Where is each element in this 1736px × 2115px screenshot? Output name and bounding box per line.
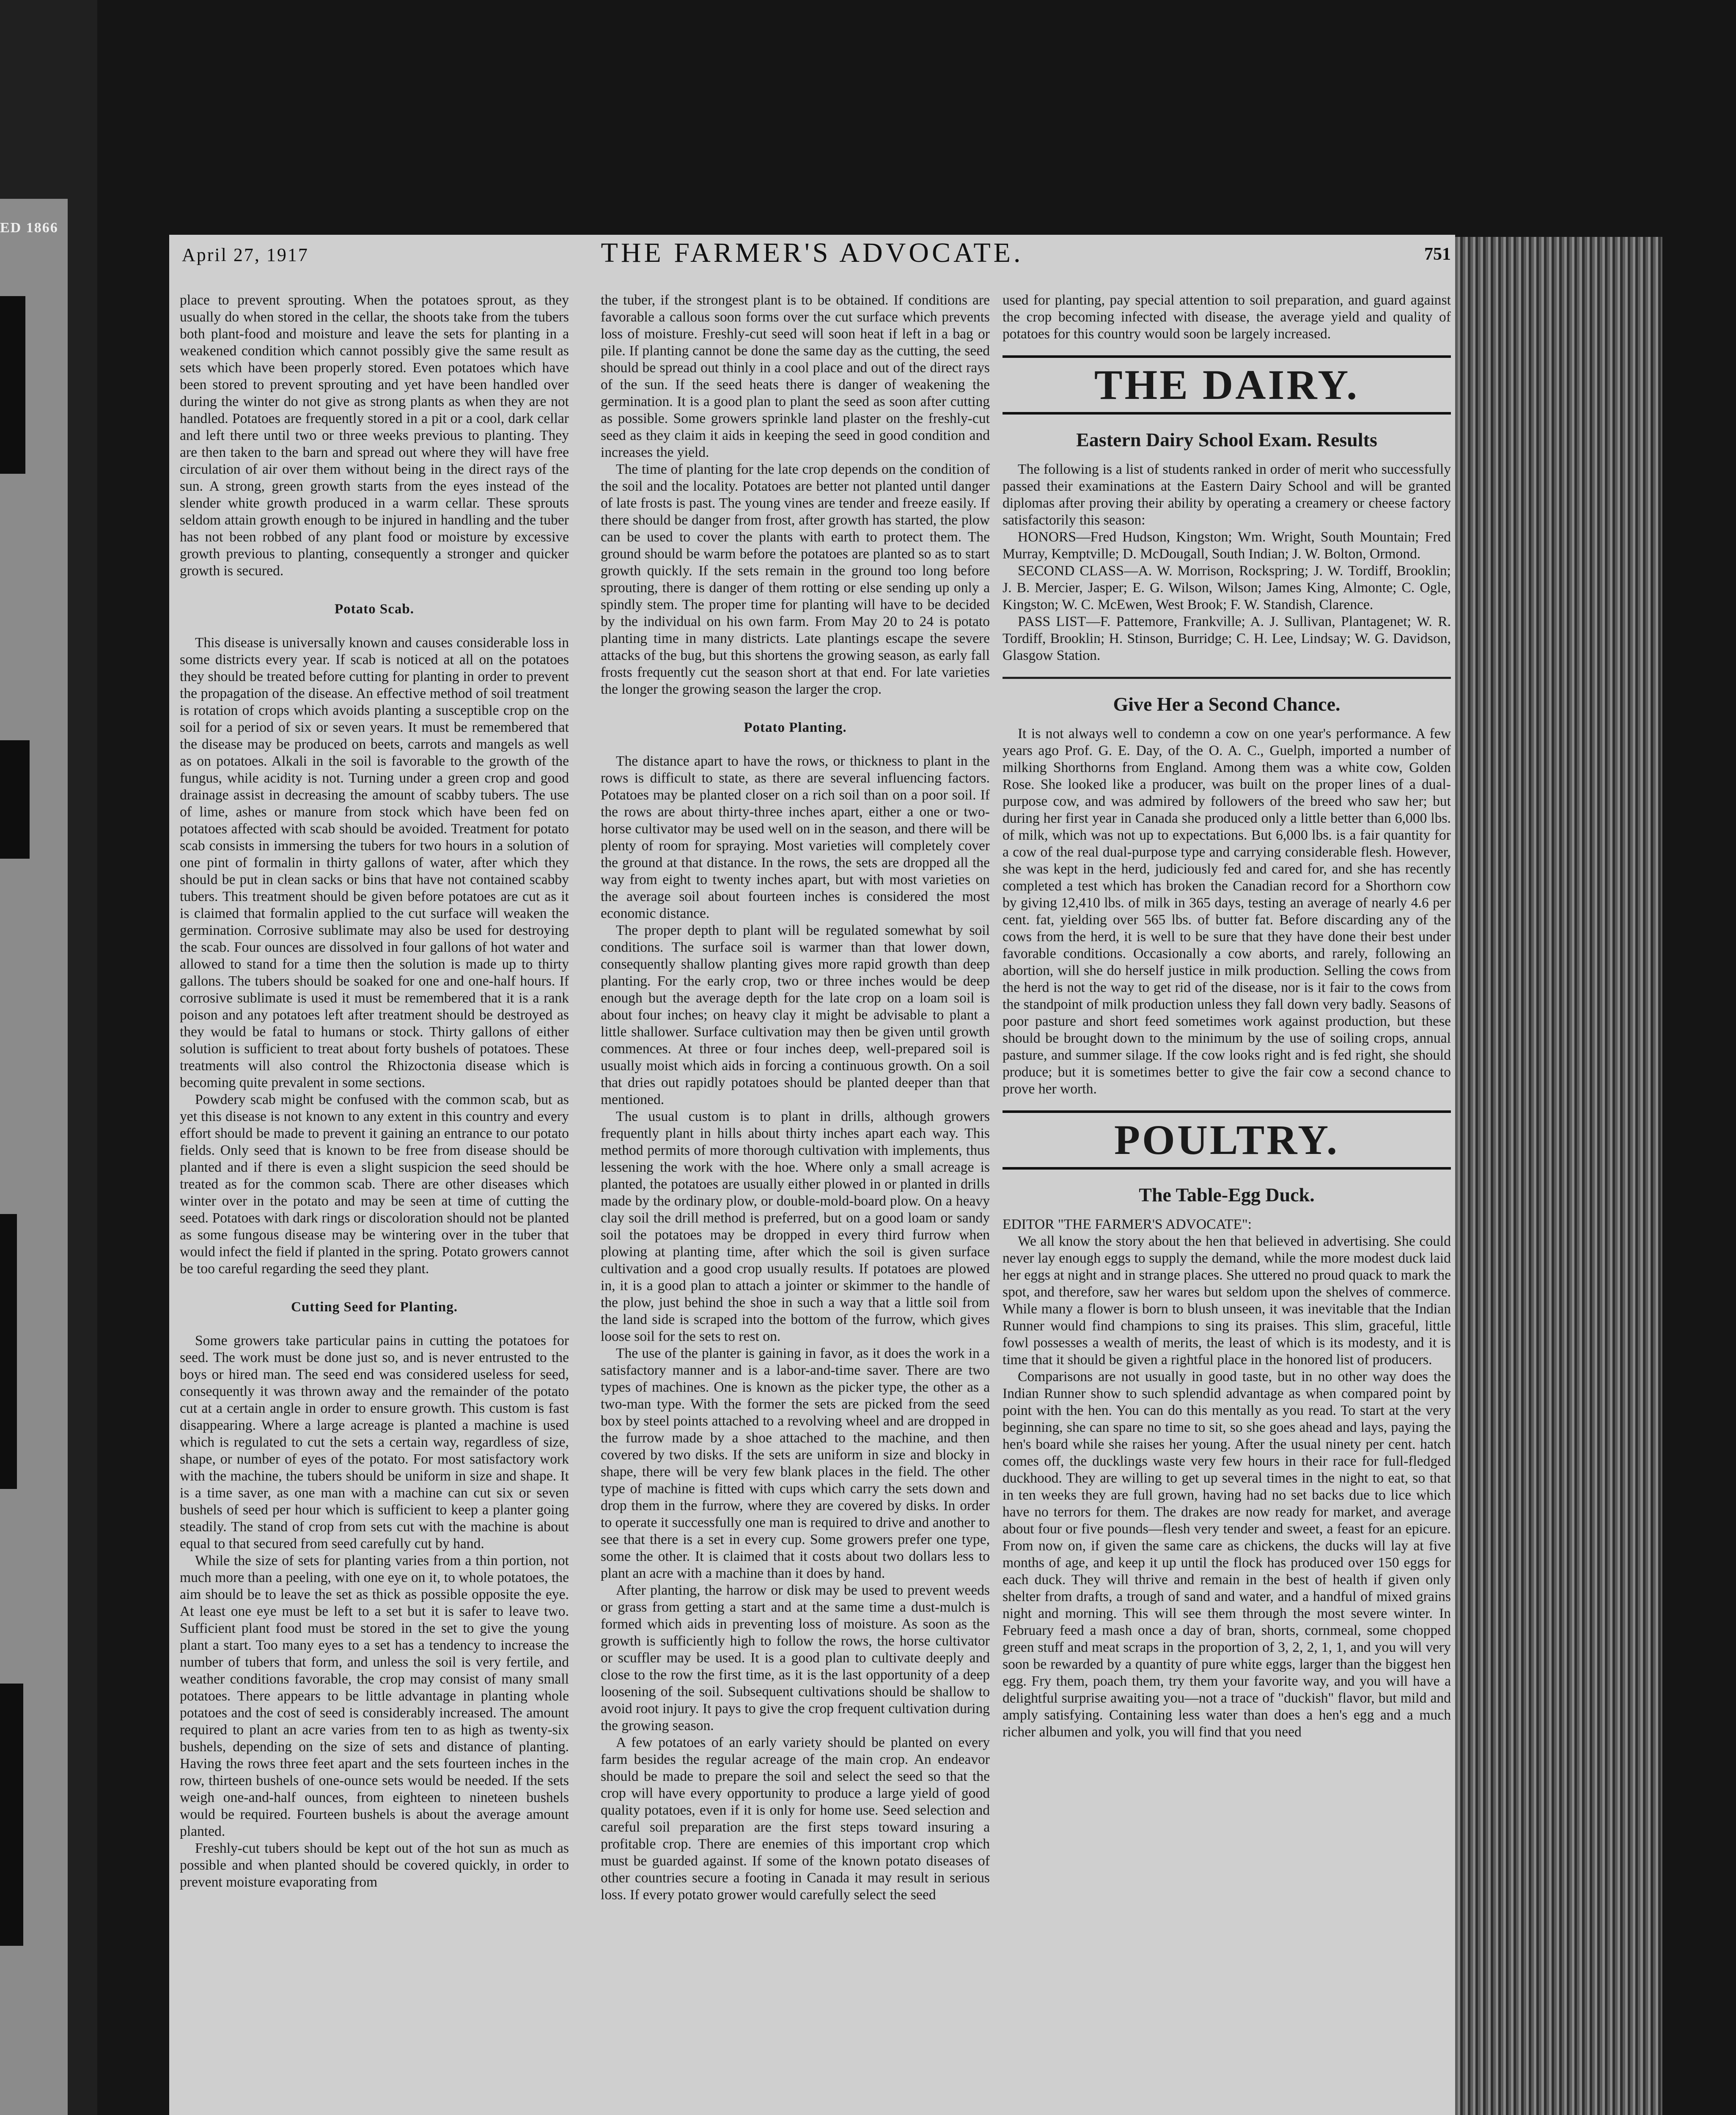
paragraph: It is not always well to condemn a cow on one year's performance. A few years ago Prof. G. E. Day, of the O. A. C., Guelph, imported a number of milking Shorthorns from England. Among them was a white cow, Golden Rose. She looked like a producer, was built on the proper lines of a dual-purpose cow, and was admired by followers of the breed who saw her; but during her first year in Canada she produced only a little better than 6,000 lbs. of milk, which was not up to expectations. But 6,000 lbs. is a fair quantity for a cow of the real dual-purpose type and carrying considerable flesh. However, she was kept in the herd, judiciously fed and cared for, and she has recently completed a test which has broken the Canadian record for a Shorthorn cow by giving 12,410 lbs. of milk in 365 days, testing an average of nearly 4.6 per cent. fat, yielding over 565 lbs. of butter fat. Before discarding any of the cows from the herd, it is well to be sure that they have done their best under favorable conditions. Occasionally a cow aborts, and rarely, following an abortion, will she do herself justice in milk production. Selling the cows from the herd is not the way to get rid of the disease, nor is it fair to the cows from the standpoint of milk production unless they fall down very badly. Seasons of poor pasture and short feed sometimes work against production, but these should be brought down to the minimum by the use of soiling crops, annual pasture, and summer silage. If the cow looks right and is fed right, she should produce; but it is sometimes better to give the fair cow a second chance to prove her worth. xyxy=(1003,726,1451,1097)
paragraph: the tuber, if the strongest plant is to be obtained. If conditions are favorable a callous soon forms over the cut surface which prevents loss of moisture. Freshly-cut seed will soon heat if left in a bag or pile. If planting cannot be done the same day as the cutting, the seed should be spread out thinly in a cool place and out of the direct rays of the sun. If the seed heats there is danger of weakening the germination. It is a good plan to plant the seed as soon after cutting as possible. Some growers sprinkle land plaster on the freshly-cut seed as they claim it aids in keeping the seed in good condition and increases the yield. xyxy=(601,292,990,460)
newspaper-page xyxy=(169,235,1455,2115)
divider xyxy=(1003,677,1451,679)
article-heading-exam-results: Eastern Dairy School Exam. Results xyxy=(1076,429,1377,450)
paragraph: We all know the story about the hen that believed in advertising. She could never lay enough eggs to supply the demand, while the more modest duck laid her eggs at night and in strange places. She uttered no proud quack to mark the spot, and therefore, saw her wares but seldom upon the shelves of commerce. While many a flower is born to blush unseen, it was inevitable that the Indian Runner would find champions to sing its praises. This slim, graceful, little fowl possesses a wealth of merits, the least of which is its modesty, and it is time that it should be given a rightful place in the honored list of producers. xyxy=(1003,1233,1451,1368)
paragraph: Freshly-cut tubers should be kept out of the hot sun as much as possible and when planted should be covered quickly, in order to prevent moisture evaporating from xyxy=(180,1840,569,1890)
column-2 xyxy=(601,292,990,2115)
previous-page-image xyxy=(0,740,30,859)
paragraph: SECOND CLASS—A. W. Morrison, Rockspring; J. W. Tordiff, Brooklin; J. B. Mercier, Jasper; E. G. Wilson, Wilson; James King, Almonte; C. Ogle, Kingston; W. C. McEwen, West Brook; F. W. Standish, Clarence. xyxy=(1003,563,1451,613)
paragraph: While the size of sets for planting varies from a thin portion, not much more than a peeling, with one eye on it, to whole potatoes, the aim should be to leave the set as thick as possible opposite the eye. At least one eye must be left to a set but it is safer to leave two. Sufficient plant food must be stored in the set to give the young plant a start. Too many eyes to a set has a tendency to increase the number of tubers that form, and unless the soil is very fertile, and weather conditions favorable, the crop may consist of many small potatoes. There appears to be little advantage in planting whole potatoes and the cost of seed is considerably increased. The amount required to plant an acre varies from ten to as high as twenty-six bushels, depending on the size of sets and distance of planting. Having the rows three feet apart and the sets fourteen inches in the row, thirteen bushels of one-ounce sets would be needed. If the sets weigh one-and-half ounces, from eighteen to nineteen bushels would be required. Fourteen bushels is about the average amount planted. xyxy=(180,1553,569,1839)
paragraph: The distance apart to have the rows, or thickness to plant in the rows is difficult to state, as there are several influencing factors. Potatoes may be planted closer on a rich soil than on a poor soil. If the rows are about thirty-three inches apart, either a one or two-horse cultivator may be used well on in the season, and there will be plenty of room for spraying. Most varieties will completely cover the ground at that distance. In the rows, the sets are dropped all the way from eight to twenty inches apart, but with most varieties on the average soil about fourteen inches is considered the most economic distance. xyxy=(601,753,990,921)
paragraph: Comparisons are not usually in good taste, but in no other way does the Indian Runner show to such splendid advantage as when compared point by point with the hen. You can do this mentally as you read. To start at the very beginning, she can spare no time to sit, so she goes ahead and lays, paying the hen's board while she raises her young. After the usual ninety per cent. hatch comes off, the ducklings waste very few hours in their race for full-fledged duckhood. They are willing to get up several times in the night to eat, so that in ten weeks they are full grown, having had no set backs due to lice which have no terrors for them. The drakes are now ready for market, and average about four or five pounds—flesh very tender and sweet, a feast for an epicure. From now on, if given the same care as chickens, the ducks will lay at five months of age, and keep it up until the flock has produced over 150 eggs for each duck. They will thrive and remain in the best of health if given only shelter from drafts, a trough of sand and water, and a handful of mixed grains night and morning. This will see them through the most severe winter. In February feed a mash once a day of bran, shorts, cornmeal, some chopped green stuff and meat scraps in the proportion of 3, 2, 2, 1, 1, and you will very soon be rewarded by a quantity of pure white eggs, larger than the biggest hen egg. Fry them, poach them, try them your favorite way, and you will have a delightful surprise awaiting you—not a trace of "duckish" flavor, but mild and amply satisfying. Containing less water than does a hen's egg and a much richer albumen and yolk, you will find that you need xyxy=(1003,1369,1451,1740)
previous-page-image xyxy=(0,296,25,474)
paragraph: After planting, the harrow or disk may be used to prevent weeds or grass from getting a start and at the same time a dust-mulch is formed which aids in preventing loss of moisture. As soon as the growth is sufficiently high to follow the rows, the horse cultivator or scuffler may be used. It is a good plan to cultivate deeply and close to the row the first time, as it is the last opportunity of a deep loosening of the soil. Subsequent cultivations should be shallow to avoid root injury. It pays to give the crop frequent cultivation during the growing season. xyxy=(601,1582,990,1733)
paragraph: The time of planting for the late crop depends on the condition of the soil and the locality. Potatoes are better not planted until danger of late frosts is past. The young vines are tender and freeze easily. If there should be danger from frost, after growth has started, the plow can be used to cover the plants with earth to protect them. The ground should be warm before the potatoes are planted so as to start growth quickly. If the sets remain in the ground too long before sprouting, there is danger of them rotting or else sending up only a spindly stem. The proper time for planting will have to be decided by the individual on his own farm. From May 20 to 24 is potato planting time in many districts. Late plantings escape the severe attacks of the bug, but this shortens the growing season, as early fall frosts frequently cut the season short at that end. For late varieties the longer the growing season the larger the crop. xyxy=(601,461,990,697)
page-header xyxy=(169,235,1455,286)
paragraph: The following is a list of students ranked in order of merit who successfully passed their examinations at the Eastern Dairy School and will be granted diplomas after proving their ability by operating a creamery or cheese factory satisfactorily this season: xyxy=(1003,461,1451,528)
department-heading-poultry: POULTRY. xyxy=(1003,1110,1451,1170)
department-heading-dairy: THE DAIRY. xyxy=(1003,355,1451,415)
column-3 xyxy=(1003,292,1451,2115)
paragraph: place to prevent sprouting. When the potatoes sprout, as they usually do when stored in the cellar, the shoots take from the tubers both plant-food and moisture and leave the sets for planting in a weakened condition which cannot possibly give the same result as sets which have been properly stored. Even potatoes which have been stored to prevent sprouting and yet have been handled over during the winter do not give as strong plants as when they are not handled. Potatoes are frequently stored in a pit or a cool, dark cellar and left there until two or three weeks previous to planting. They are then taken to the barn and spread out where they will have free circulation of air over them without being in the direct rays of the sun. A strong, green growth starts from the eyes instead of the slender white growth produced in a warm cellar. These sprouts seldom attain growth enough to be injured in handling and the tuber has not been robbed of any plant food or moisture by excessive growth previous to planting, consequently a stronger and quicker growth is secured. xyxy=(180,292,569,579)
section-heading-potato-scab: Potato Scab. xyxy=(335,602,414,617)
article-heading-table-egg-duck: The Table-Egg Duck. xyxy=(1139,1184,1315,1206)
paragraph: A few potatoes of an early variety should be planted on every farm besides the regular acreage of the main crop. An endeavor should be made to prepare the soil and select the seed so that the crop will have every opportunity to produce a large yield of good quality potatoes, even if it is only for home use. Seed selection and careful soil preparation are the first steps toward insuring a profitable crop. There are enemies of this important crop which must be guarded against. If some of the known potato diseases of other countries secure a footing in Canada it may result in serious loss. If every potato grower would carefully select the seed xyxy=(601,1735,990,1903)
column-1 xyxy=(180,292,569,2115)
paragraph: PASS LIST—F. Pattemore, Frankville; A. J. Sullivan, Plantagenet; W. R. Tordiff, Brooklin; H. Stinson, Burridge; C. H. Lee, Lindsay; W. G. Davidson, Glasgow Station. xyxy=(1003,614,1451,663)
page-stack-edges xyxy=(1455,237,1662,2115)
paragraph: The usual custom is to plant in drills, although growers frequently plant in hills about thirty inches apart each way. This method permits of more thorough cultivation with implements, thus lessening the work with the hoe. Where only a small acreage is planted, the potatoes are usually either plowed in or planted in drills made by the ordinary plow, or double-mold-board plow. On a heavy clay soil the drill method is preferred, but on a good loam or sandy soil the potatoes may be dropped in every third furrow when plowing at planting time, after which the soil is given surface cultivation and a good crop usually results. If potatoes are plowed in, it is a good plan to attach a jointer or skimmer to the handle of the plow, just behind the shoe in such a way that a little soil from the land side is scraped into the bottom of the furrow, which gives loose soil for the sets to rest on. xyxy=(601,1109,990,1344)
issue-date: April 27, 1917 xyxy=(182,244,309,265)
editor-salutation: EDITOR "THE FARMER'S ADVOCATE": xyxy=(1003,1217,1252,1232)
paragraph: Some growers take particular pains in cutting the potatoes for seed. The work must be done just so, and is never entrusted to the boys or hired man. The seed end was considered useless for seed, consequently it was thrown away and the remainder of the potato cut at a certain angle in order to ensure growth. This custom is fast disappearing. Where a large acreage is planted a machine is used which is regulated to cut the sets a certain way, regardless of size, shape, or number of eyes of the potato. For most satisfactory work with the machine, the tubers should be uniform in size and shape. It is a time saver, as one man with a machine can cut six or seven bushels of seed per hour which is sufficient to keep a planter going steadily. The stand of crop from sets cut with the machine is about equal to that secured from seed carefully cut by hand. xyxy=(180,1333,569,1552)
paragraph: HONORS—Fred Hudson, Kingston; Wm. Wright, South Mountain; Fred Murray, Kemptville; D. McDougall, South Indian; J. W. Bolton, Ormond. xyxy=(1003,529,1451,562)
page-number: 751 xyxy=(1424,244,1451,264)
previous-page-image xyxy=(0,1214,17,1489)
previous-page-image xyxy=(0,1684,23,1946)
paragraph: This disease is universally known and causes considerable loss in some districts every year. If scab is noticed at all on the potatoes they should be treated before cutting for planting in order to prevent the propagation of the disease. An effective method of soil treatment is rotation of crops which avoids planting a susceptible crop on the soil for a period of six or seven years. It must be remembered that the disease may be produced on beets, carrots and mangels as well as on potatoes. Alkali in the soil is favorable to the growth of the fungus, while acidity is not. Turning under a green crop and good drainage assist in decreasing the amount of scabby tubers. The use of lime, ashes or manure from stock which have been fed on potatoes affected with scab should be avoided. Treatment for potato scab consists in immersing the tubers for two hours in a solution of one pint of formalin in thirty gallons of water, after which they should be put in clean sacks or bins that have not contained scabby tubers. This treatment should be given before potatoes are cut as it is claimed that formalin applied to the cut surface will weaken the germination. Corrosive sublimate may also be used for destroying the scab. Four ounces are dissolved in four gallons of hot water and allowed to stand for a time then the solution is made up to thirty gallons. The tubers should be soaked for one and one-half hours. If corrosive sublimate is used it must be remembered that it is a rank poison and any potatoes left after treatment should be destroyed as they would be fatal to humans or stock. Thirty gallons of either solution is sufficient to treat about forty bushels of potatoes. These treatments will also control the Rhizoctonia disease which is becoming quite prevalent in some sections. xyxy=(180,635,569,1090)
paragraph: The proper depth to plant will be regulated somewhat by soil conditions. The surface soil is warmer than that lower down, consequently shallow planting gives more rapid growth than deep planting. For the early crop, two or three inches would be deep enough but the average depth for the late crop on a loam soil is about four inches; on heavy clay it might be advisable to plant a little shallower. Surface cultivation may then be given until growth commences. At three or four inches deep, well-prepared soil is usually moist which aids in forcing a continuous growth. On a soil that dries out rapidly potatoes should be planted deeper than that mentioned. xyxy=(601,923,990,1107)
article-heading-second-chance: Give Her a Second Chance. xyxy=(1113,693,1340,715)
publication-title: THE FARMER'S ADVOCATE. xyxy=(601,237,1024,268)
previous-page-header: ED 1866 xyxy=(0,220,58,236)
paragraph: Powdery scab might be confused with the common scab, but as yet this disease is not known to any extent in this country and every effort should be made to prevent it gaining an entrance to our potato fields. Only seed that is known to be free from disease should be planted and if there is even a slight suspicion the seed should be treated as for the common scab. There are other diseases which winter over in the potato and may be seen at time of cutting the seed. Potatoes with dark rings or discoloration should not be planted as some fungous disease may be wintering over in the tuber that would infect the field if planted in the spring. Potato growers cannot be too careful regarding the seed they plant. xyxy=(180,1092,569,1277)
paragraph: The use of the planter is gaining in favor, as it does the work in a satisfactory manner and is a labor-and-time saver. There are two types of machines. One is known as the picker type, the other as a two-man type. With the former the sets are picked from the seed box by steel points attached to a revolving wheel and are dropped in the furrow made by a shoe attached to the machine, and then covered by two disks. If the sets are uniform in size and blocky in shape, there will be very few blank places in the field. The other type of machine is fitted with cups which carry the sets down and drop them in the furrow, where they are covered by disks. In order to operate it successfully one man is required to drive and another to see that there is a set in every cup. Some growers prefer one type, some the other. It is claimed that it costs about two dollars less to plant an acre with a machine than it does by hand. xyxy=(601,1346,990,1581)
section-heading-cutting-seed: Cutting Seed for Planting. xyxy=(291,1299,458,1315)
paragraph: used for planting, pay special attention to soil preparation, and guard against the crop becoming infected with disease, the average yield and quality of potatoes for this country would soon be largely increased. xyxy=(1003,292,1451,342)
section-heading-potato-planting: Potato Planting. xyxy=(744,720,847,735)
